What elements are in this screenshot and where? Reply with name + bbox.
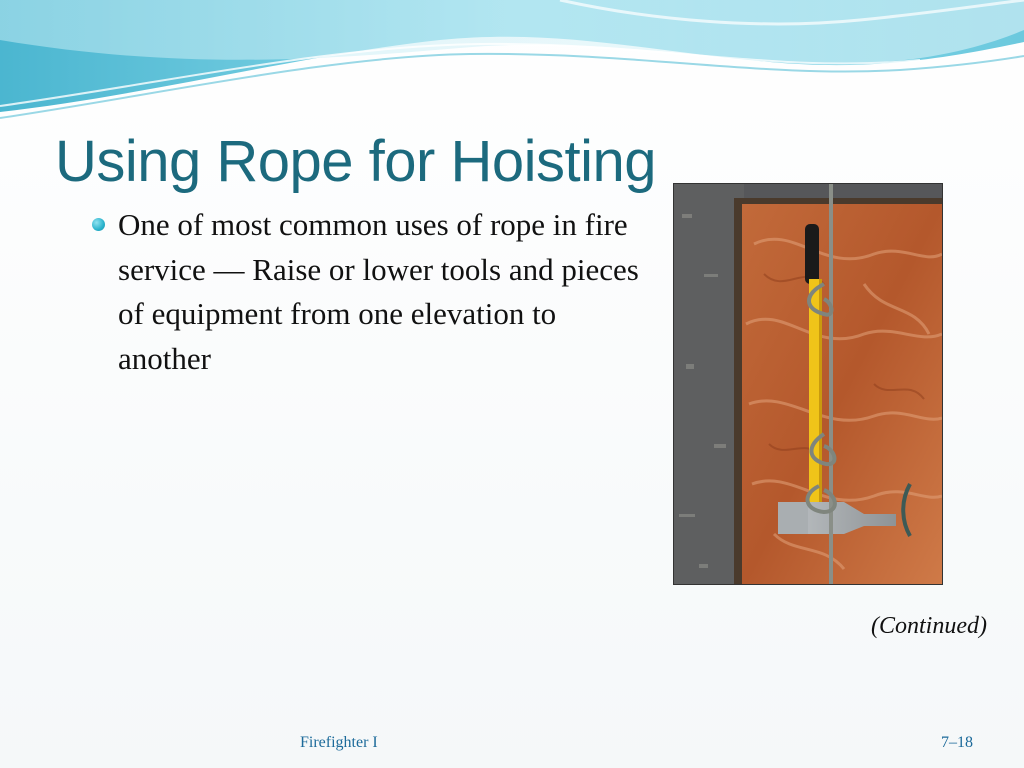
axe-on-plywood-illustration bbox=[674, 184, 943, 585]
bullet-list bbox=[92, 203, 652, 381]
bullet-item bbox=[92, 203, 652, 381]
slide-title: Using Rope for Hoisting bbox=[55, 129, 657, 194]
continued-label: (Continued) bbox=[871, 613, 987, 639]
axe-hoisting-photo bbox=[673, 183, 943, 585]
footer-course-title: Firefighter I bbox=[300, 734, 378, 751]
page-number: 7–18 bbox=[941, 734, 973, 751]
bullet-dot-icon bbox=[92, 218, 105, 231]
bullet-text: One of most common uses of rope in fire service — Raise or lower tools and pieces of equipment from one elevation to another bbox=[118, 207, 639, 376]
wave-header-decoration bbox=[0, 0, 1024, 130]
